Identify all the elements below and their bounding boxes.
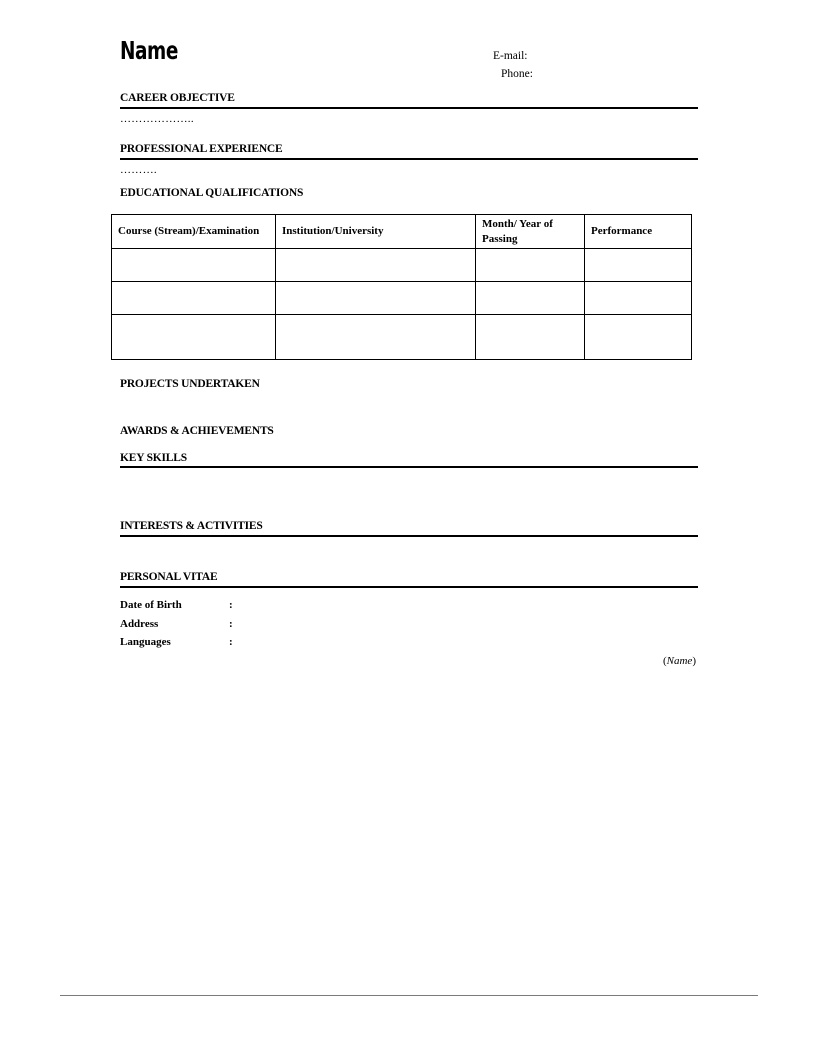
section-heading-interests-activities: INTERESTS & ACTIVITIES <box>120 520 263 532</box>
professional-experience-placeholder: ………. <box>120 164 157 176</box>
table-cell <box>112 249 276 282</box>
field-label-date-of-birth: Date of Birth <box>120 599 182 611</box>
table-row <box>112 282 692 315</box>
table-cell <box>476 249 585 282</box>
table-header-course: Course (Stream)/Examination <box>112 215 276 249</box>
table-header-row <box>112 215 692 249</box>
section-divider <box>120 107 698 109</box>
page-footer-divider <box>60 995 758 996</box>
table-cell <box>276 282 476 315</box>
table-cell <box>112 315 276 360</box>
table-cell <box>112 282 276 315</box>
signature-open-paren: ( <box>662 655 667 667</box>
field-label-address: Address <box>120 618 159 630</box>
signature-name-text: Name <box>666 655 693 667</box>
table-cell <box>276 249 476 282</box>
section-divider <box>120 535 698 537</box>
table-cell <box>585 315 692 360</box>
table-header-year-of-passing: Month/ Year of Passing <box>476 215 585 249</box>
table-cell <box>476 282 585 315</box>
field-separator: : <box>229 618 233 630</box>
field-separator: : <box>229 599 233 611</box>
education-table <box>111 214 692 360</box>
table-cell <box>585 282 692 315</box>
table-cell <box>476 315 585 360</box>
field-separator: : <box>229 636 233 648</box>
signature-name <box>663 654 696 668</box>
section-heading-career-objective: CAREER OBJECTIVE <box>120 92 235 104</box>
signature-close-paren: ) <box>692 655 696 667</box>
section-divider <box>120 586 698 588</box>
section-heading-key-skills: KEY SKILLS <box>120 452 187 464</box>
table-cell <box>585 249 692 282</box>
section-divider <box>120 158 698 160</box>
table-cell <box>276 315 476 360</box>
field-label-languages: Languages <box>120 636 171 648</box>
table-header-performance: Performance <box>585 215 692 249</box>
email-label: E-mail: <box>493 50 528 62</box>
resume-name: Name <box>120 36 178 65</box>
section-divider <box>120 466 698 468</box>
section-heading-projects-undertaken: PROJECTS UNDERTAKEN <box>120 378 260 390</box>
table-row <box>112 249 692 282</box>
section-heading-personal-vitae: PERSONAL VITAE <box>120 571 218 583</box>
phone-label: Phone: <box>501 68 533 80</box>
section-heading-awards-achievements: AWARDS & ACHIEVEMENTS <box>120 425 274 437</box>
career-objective-placeholder: ……………….. <box>120 113 194 125</box>
table-row <box>112 315 692 360</box>
table-header-institution: Institution/University <box>276 215 476 249</box>
section-heading-educational-qualifications: EDUCATIONAL QUALIFICATIONS <box>120 187 304 199</box>
section-heading-professional-experience: PROFESSIONAL EXPERIENCE <box>120 143 283 155</box>
